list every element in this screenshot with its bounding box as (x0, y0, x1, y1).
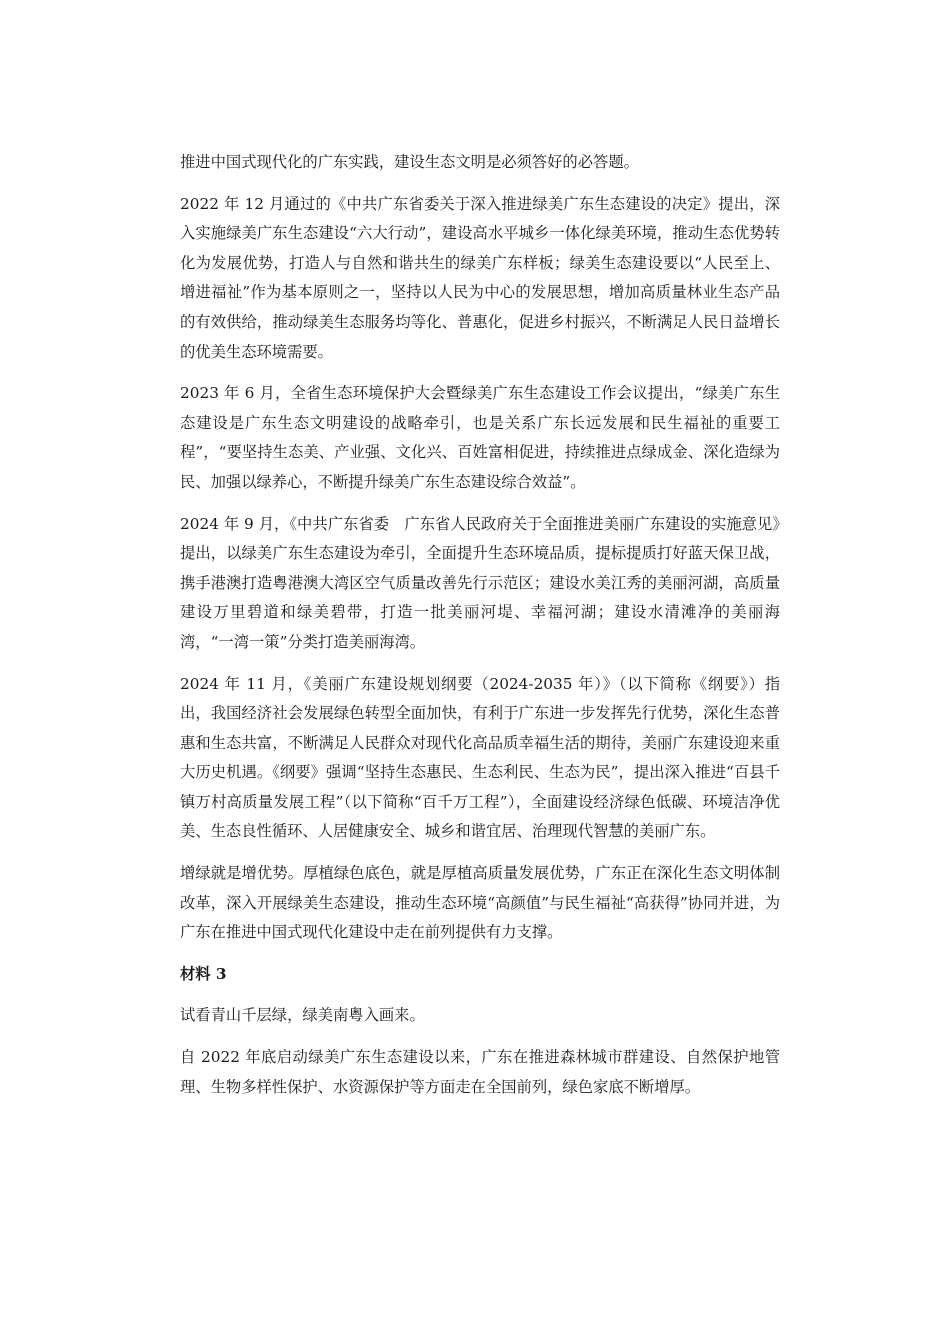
document-body (180, 148, 780, 1114)
paragraph-intro: 推进中国式现代化的广东实践，建设生态文明是必须答好的必答题。 (180, 153, 639, 171)
section-paragraph-progress: 自 2022 年底启动绿美广东生态建设以来，广东在推进森林城市群建设、自然保护地管理、生物多样性保护、水资源保护等方面走在全国前列，绿色家底不断增厚。 (180, 1048, 780, 1096)
section-paragraph-poem: 试看青山千层绿，绿美南粤入画来。 (180, 1006, 425, 1025)
section-heading: 材料 3 (180, 964, 227, 983)
paragraph-2023-conference: 2023 年 6 月，全省生态环境保护大会暨绿美广东生态建设工作会议提出，“绿美广东生态建设是广东生态文明建设的战略牵引，也是关系广东长远发展和民生福祉的重要工程”，“要坚持生态美、产业强、文化兴、百姓富相促进，持续推进点绿成金、深化造绿为民、加强以绿养心，不断提升绿美广东生态建设综合效益”。 (180, 384, 780, 491)
paragraph-2022-decision: 2022 年 12 月通过的《中共广东省委关于深入推进绿美广东生态建设的决定》提出，深入实施绿美广东生态建设“六大行动”，建设高水平城乡一体化绿美环境，推动生态优势转化为发展优势，打造人与自然和谐共生的绿美广东样板；绿美生态建设要以“人民至上、增进福祉”作为基本原则之一，坚持以人民为中心的发展思想，增加高质量林业生态产品的有效供给，推动绿美生态服务均等化、普惠化，促进乡村振兴，不断满足人民日益增长的优美生态环境需要。 (180, 194, 780, 361)
paragraph-2024-nov-outline: 2024 年 11 月，《美丽广东建设规划纲要（2024-2035 年）》（以下简称《纲要》）指出，我国经济社会发展绿色转型全面加快，有利于广东进一步发挥先行优势，深化生态普惠和生态共富，不断满足人民群众对现代化高品质幸福生活的期待，美丽广东建设迎来重大历史机遇。《纲要》强调“坚持生态惠民、生态利民、生态为民”，提出深入推进“百县千镇万村高质量发展工程”（以下简称“百千万工程”），全面建设经济绿色低碳、环境洁净优美、生态良性循环、人居健康安全、城乡和谐宜居、治理现代智慧的美丽广东。 (180, 674, 780, 841)
paragraph-green-advantage: 增绿就是增优势。厚植绿色底色，就是厚植高质量发展优势，广东正在深化生态文明体制改革，深入开展绿美生态建设，推动生态环境“高颜值”与民生福祉“高获得”协同并进，为广东在推进中国式现代化建设中走在前列提供有力支撑。 (180, 864, 780, 942)
paragraph-2024-sept-opinion: 2024 年 9 月，《中共广东省委 广东省人民政府关于全面推进美丽广东建设的实施意见》提出，以绿美广东生态建设为牵引，全面提升生态环境品质，提标提质打好蓝天保卫战，携手港澳打造粤港澳大湾区空气质量改善先行示范区；建设水美江秀的美丽河湖，高质量建设万里碧道和绿美碧带，打造一批美丽河堤、幸福河湖；建设水清滩净的美丽海湾，“一湾一策”分类打造美丽海湾。 (180, 514, 780, 651)
